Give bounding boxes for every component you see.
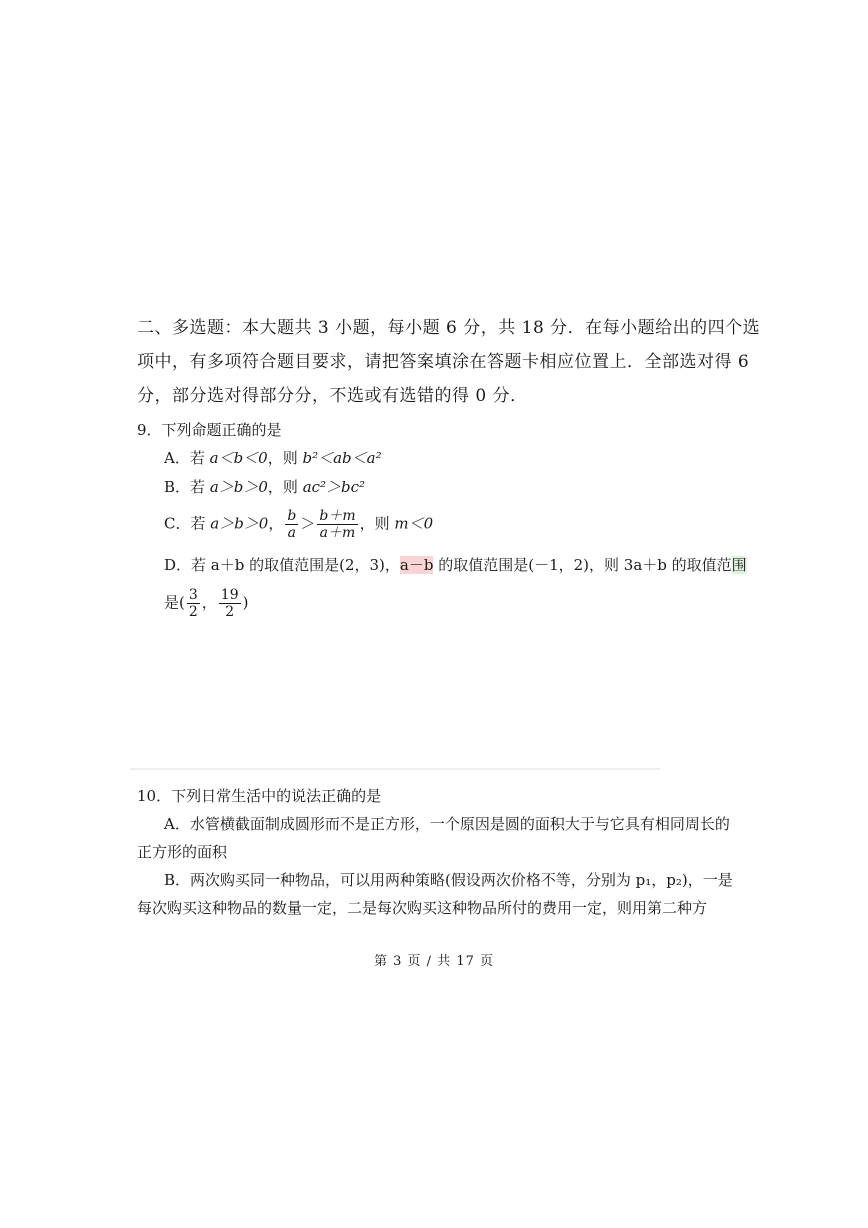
q9-option-a — [164, 451, 382, 466]
fraction-19-over-2 — [219, 587, 241, 620]
option-text: 若 — [190, 478, 210, 496]
q10-option-b-line-1: B．两次购买同一种物品，可以用两种策略(假设两次价格不等，分别为 p₁，p₂)，一是 — [164, 871, 733, 889]
option-text: ，则 — [267, 449, 303, 467]
option-text: 的取值范围是(－1，2)，则 3a＋b 的取值范 — [433, 556, 732, 574]
denominator: a＋m — [319, 525, 356, 541]
conclusion: m＜0 — [394, 514, 434, 533]
q10-option-a-line-1: A．水管横截面制成圆形而不是正方形，一个原因是圆的面积大于与它具有相同周长的 — [164, 815, 730, 833]
q9-option-d-line-2 — [164, 587, 248, 620]
option-text: 若 — [190, 514, 211, 533]
option-text: ， — [268, 514, 284, 533]
section-heading-line-2: 项中，有多项符合题目要求，请把答案填涂在答题卡相应位置上．全部选对得 6 — [137, 352, 750, 372]
option-text: ，则 — [359, 514, 395, 533]
option-text: 是( — [164, 593, 185, 612]
question-9-stem: 9．下列命题正确的是 — [137, 421, 282, 439]
q10-option-b-line-2: 每次购买这种物品的数量一定，二是每次购买这种物品所付的费用一定，则用第二种方 — [137, 899, 708, 917]
fraction-b-over-a — [285, 508, 298, 541]
numerator: 3 — [188, 587, 198, 603]
denominator: 2 — [188, 604, 198, 620]
denominator: 2 — [225, 604, 235, 620]
q9-option-c — [164, 508, 433, 541]
section-heading-line-3: 分，部分选对得部分分，不选或有选错的得 0 分． — [137, 386, 528, 406]
option-label: A． — [164, 449, 190, 467]
option-label: D． — [164, 556, 192, 574]
section-heading-line-1: 二、多选题：本大题共 3 小题，每小题 6 分，共 18 分．在每小题给出的四个选 — [137, 318, 761, 338]
option-text: 若 a＋b 的取值范围是(2，3)， — [191, 556, 400, 574]
condition: a＜b＜0 — [209, 449, 268, 467]
fraction-bm-over-am — [317, 508, 357, 541]
option-text: 若 — [189, 449, 210, 467]
q9-option-b — [164, 480, 365, 495]
option-text: ，则 — [267, 478, 303, 496]
option-text: ， — [201, 593, 217, 612]
conclusion: ac²＞bc² — [302, 478, 366, 496]
conclusion: b²＜ab＜a² — [302, 449, 382, 467]
numerator: b — [287, 508, 297, 524]
numerator: 19 — [220, 587, 239, 603]
fraction-3-over-2 — [187, 587, 200, 620]
q9-option-d — [164, 558, 747, 573]
page-footer: 第 3 页 / 共 17 页 — [374, 954, 494, 969]
option-label: C． — [164, 514, 191, 533]
option-text-highlight: 围 — [731, 556, 747, 574]
q10-option-a-line-2: 正方形的面积 — [137, 843, 228, 861]
condition: a＞b＞0 — [210, 514, 269, 533]
option-text: ) — [242, 593, 249, 612]
scan-smudge — [130, 768, 660, 770]
option-label: B． — [164, 478, 191, 496]
numerator: b＋m — [319, 508, 356, 524]
question-10-stem: 10．下列日常生活中的说法正确的是 — [137, 787, 382, 805]
greater-than: ＞ — [300, 514, 316, 533]
option-text-highlight: a－b — [399, 556, 434, 574]
condition: a＞b＞0 — [209, 478, 268, 496]
denominator: a — [287, 525, 297, 541]
